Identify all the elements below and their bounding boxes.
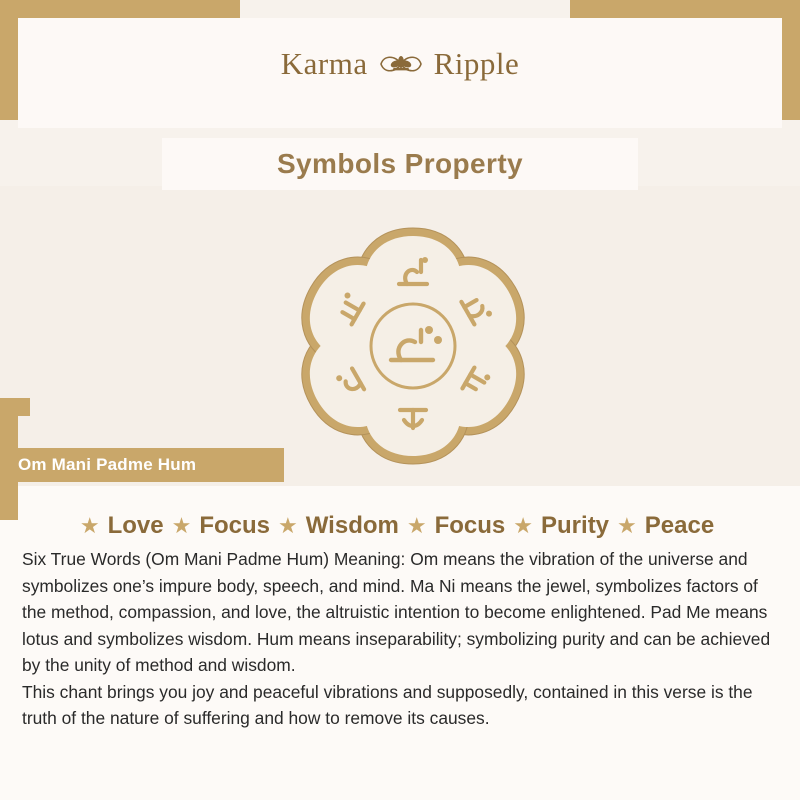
keyword-peace: Peace: [644, 512, 715, 539]
description-paragraph-2: This chant brings you joy and peaceful vibrations and supposedly, contained in this verse is the truth of the nature of suffering and how to remove its causes.: [22, 681, 753, 728]
mantra-tab-label: Om Mani Padme Hum: [18, 455, 197, 474]
brand-name-right: Ripple: [433, 46, 520, 81]
description-paragraph-1: Six True Words (Om Mani Padme Hum) Meaning: Om means the vibration of the universe and symbolizes one’s impure body, speech, and mind. Ma Ni means the jewel, symbolizes factors of the method, compassion, and love, the altruistic intention to become enlightened. Pad Me means lotus and symbolizes wisdom. Hum means inseparability; symbolizing purity and can be achieved by the unity of method and wisdom.: [22, 549, 771, 675]
star-icon: ★: [278, 513, 298, 538]
star-icon: ★: [171, 513, 192, 538]
star-icon: ★: [79, 513, 100, 538]
star-icon: ★: [617, 513, 637, 538]
mantra-tab-notch: [250, 448, 266, 482]
lotus-infinity-icon: [378, 49, 424, 79]
corner-frame-top-right-horizontal: [570, 0, 800, 18]
brand-logo: [0, 46, 800, 82]
page-title: Symbols Property: [276, 148, 524, 179]
keyword-love: Love: [107, 512, 164, 539]
mantra-tab: [0, 448, 284, 482]
star-icon: ★: [513, 513, 534, 538]
star-icon: ★: [406, 513, 427, 538]
keyword-wisdom: Wisdom: [305, 512, 399, 539]
om-mani-padme-hum-lotus-mandala-icon: [268, 206, 558, 486]
keyword-purity: Purity: [541, 512, 610, 539]
keyword-focus-2: Focus: [434, 512, 506, 539]
brand-name-left: Karma: [280, 46, 368, 81]
page-title-banner: [162, 138, 638, 190]
keyword-list: [0, 512, 800, 540]
description-text: [22, 546, 782, 732]
corner-frame-top-left-horizontal: [0, 0, 240, 18]
keyword-focus-1: Focus: [199, 512, 270, 539]
